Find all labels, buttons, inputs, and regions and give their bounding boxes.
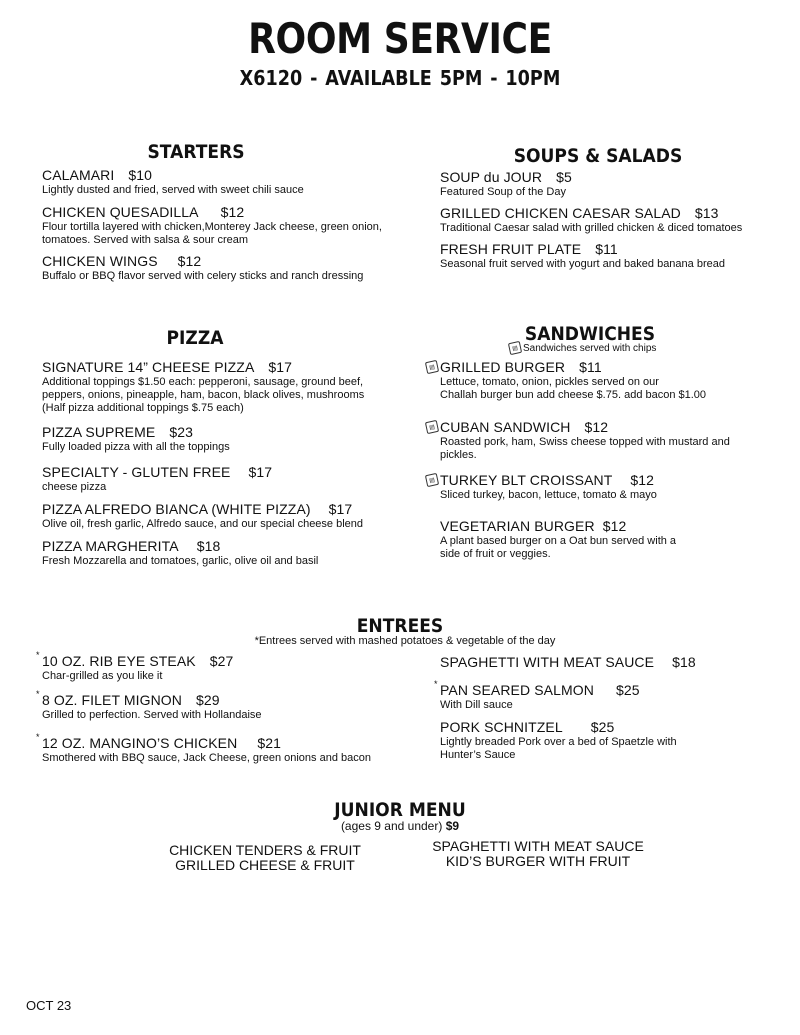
menu-item <box>440 518 800 561</box>
item-price: $25 <box>615 682 640 698</box>
item-price: $10 <box>128 167 153 183</box>
item-name: 10 OZ. RIB EYE STEAK <box>42 653 196 669</box>
item-name: 8 OZ. FILET MIGNON <box>42 692 183 708</box>
footer-date: OCT 23 <box>26 998 72 1013</box>
item-price: $25 <box>590 719 615 735</box>
item-description: Lightly breaded Pork over a bed of Spaetzle with Hunter’s Sauce <box>440 736 677 761</box>
item-description: Smothered with BBQ sauce, Jack Cheese, green onions and bacon <box>42 752 371 764</box>
item-price: $23 <box>169 424 193 440</box>
junior-age-note: (ages 9 and under) <box>340 819 443 833</box>
item-description: Roasted pork, ham, Swiss cheese topped with mustard and pickles. <box>440 436 730 461</box>
asterisk-mark: * <box>36 650 40 660</box>
junior-item: SPAGHETTI WITH MEAT SAUCE <box>432 838 644 854</box>
item-price: $12 <box>220 204 245 220</box>
item-name: GRILLED CHICKEN CAESAR SALAD <box>440 205 681 221</box>
menu-item <box>440 654 800 671</box>
junior-left-list <box>150 843 380 873</box>
item-name: 12 OZ. MANGINO’S CHICKEN <box>42 735 238 751</box>
item-description: cheese pizza <box>42 481 107 493</box>
menu-item <box>440 719 800 762</box>
item-description: Buffalo or BBQ flavor served with celery sticks and ranch dressing <box>42 270 364 282</box>
chips-bag-icon: ▤ <box>425 473 439 487</box>
chips-bag-icon: ▤ <box>425 420 439 434</box>
menu-item <box>440 169 800 199</box>
menu-item <box>36 689 412 722</box>
item-price: $13 <box>694 205 719 221</box>
menu-item <box>440 419 800 462</box>
menu-item <box>440 241 800 271</box>
menu-item <box>42 253 412 283</box>
junior-item: CHICKEN TENDERS & FRUIT <box>169 842 361 858</box>
item-price: $5 <box>556 169 572 185</box>
entrees-note: *Entrees served with mashed potatoes & vegetable of the day <box>254 635 556 647</box>
page-title: ROOM SERVICE <box>248 14 552 63</box>
junior-price: $9 <box>445 819 460 833</box>
menu-item <box>440 205 800 235</box>
menu-item <box>42 501 412 531</box>
section-title-entrees: ENTREES <box>356 615 444 637</box>
item-description: Sliced turkey, bacon, lettuce, tomato & mayo <box>440 489 657 501</box>
menu-item <box>42 204 412 247</box>
asterisk-mark: * <box>36 689 40 699</box>
item-description: Fully loaded pizza with all the toppings <box>42 441 230 453</box>
item-name: CHICKEN WINGS <box>42 253 158 269</box>
item-name: VEGETARIAN BURGER <box>440 518 595 534</box>
menu-item <box>36 732 412 765</box>
item-description: Additional toppings $1.50 each: pepperoni, sausage, ground beef, peppers, onions, pineapple, ham, bacon, black olives, mushrooms (Half pizza additional toppings $.75 each) <box>42 376 365 414</box>
item-name: PIZZA ALFREDO BIANCA (WHITE PIZZA) <box>42 501 311 517</box>
section-title-junior-menu: JUNIOR MENU <box>334 799 466 821</box>
menu-item <box>440 472 800 502</box>
junior-right-list <box>418 839 658 869</box>
item-description: Flour tortilla layered with chicken,Monterey Jack cheese, green onion, tomatoes. Served with salsa & sour cream <box>42 221 382 246</box>
item-name: FRESH FRUIT PLATE <box>440 241 582 257</box>
item-description: Char-grilled as you like it <box>42 670 163 682</box>
item-name: CHICKEN QUESADILLA <box>42 204 199 220</box>
item-name: SPAGHETTI WITH MEAT SAUCE <box>440 654 655 670</box>
item-description: Lightly dusted and fried, served with sweet chili sauce <box>42 184 304 196</box>
item-description: Traditional Caesar salad with grilled chicken & diced tomatoes <box>440 222 743 234</box>
item-name: SOUP du JOUR <box>440 169 543 185</box>
section-title-sandwiches: SANDWICHES <box>524 323 656 345</box>
item-description: Grilled to perfection. Served with Hollandaise <box>42 709 262 721</box>
item-price: $12 <box>584 419 609 435</box>
item-description: A plant based burger on a Oat bun served with a side of fruit or veggies. <box>440 535 677 560</box>
item-description: Seasonal fruit served with yogurt and baked banana bread <box>440 258 725 270</box>
item-price: $18 <box>672 654 696 670</box>
menu-item <box>42 538 412 568</box>
item-name: PIZZA MARGHERITA <box>42 538 179 554</box>
menu-item <box>42 359 412 415</box>
item-description: Featured Soup of the Day <box>440 186 566 198</box>
item-name: PIZZA SUPREME <box>42 424 156 440</box>
item-price: $17 <box>328 501 353 517</box>
item-name: SIGNATURE 14” CHEESE PIZZA <box>42 359 255 375</box>
page-subtitle: X6120 - AVAILABLE 5PM - 10PM <box>239 66 561 90</box>
item-description: Olive oil, fresh garlic, Alfredo sauce, and our special cheese blend <box>42 518 364 530</box>
item-name: PORK SCHNITZEL <box>440 719 563 735</box>
junior-item: KID’S BURGER WITH FRUIT <box>445 853 631 869</box>
chips-bag-icon: ▤ <box>425 360 439 374</box>
menu-item <box>434 679 800 712</box>
menu-item <box>36 650 412 683</box>
item-price: $21 <box>257 735 281 751</box>
item-price: $12 <box>630 472 655 488</box>
menu-item <box>440 359 800 402</box>
junior-note <box>300 819 500 833</box>
section-title-pizza: PIZZA <box>166 327 224 349</box>
item-price: $18 <box>196 538 221 554</box>
section-title-soups-salads: SOUPS & SALADS <box>513 145 683 167</box>
item-name: GRILLED BURGER <box>440 359 566 375</box>
asterisk-mark: * <box>36 732 40 742</box>
sandwiches-note: Sandwiches served with chips <box>523 343 657 354</box>
item-price: $17 <box>248 464 273 480</box>
item-price: $11 <box>579 359 602 375</box>
menu-item <box>42 167 412 197</box>
item-description: Fresh Mozzarella and tomatoes, garlic, olive oil and basil <box>42 555 319 567</box>
chips-bag-icon: ▤ <box>508 341 522 355</box>
item-name: CALAMARI <box>42 167 115 183</box>
item-price: $27 <box>209 653 234 669</box>
item-description: With Dill sauce <box>440 699 513 711</box>
item-name: CUBAN SANDWICH <box>440 419 571 435</box>
item-price: $12 <box>602 518 627 534</box>
item-price: $11 <box>595 241 618 257</box>
menu-item <box>42 464 412 494</box>
item-price: $17 <box>268 359 293 375</box>
asterisk-mark: * <box>434 679 438 689</box>
menu-item <box>42 424 412 454</box>
section-title-starters: STARTERS <box>147 141 245 163</box>
item-price: $12 <box>177 253 202 269</box>
item-price: $29 <box>196 692 220 708</box>
junior-item: GRILLED CHEESE & FRUIT <box>175 857 355 873</box>
item-name: TURKEY BLT CROISSANT <box>440 472 613 488</box>
item-name: SPECIALTY - GLUTEN FREE <box>42 464 231 480</box>
item-description: Lettuce, tomato, onion, pickles served on our Challah burger bun add cheese $.75. add bacon $1.00 <box>440 376 707 401</box>
item-name: PAN SEARED SALMON <box>440 682 594 698</box>
